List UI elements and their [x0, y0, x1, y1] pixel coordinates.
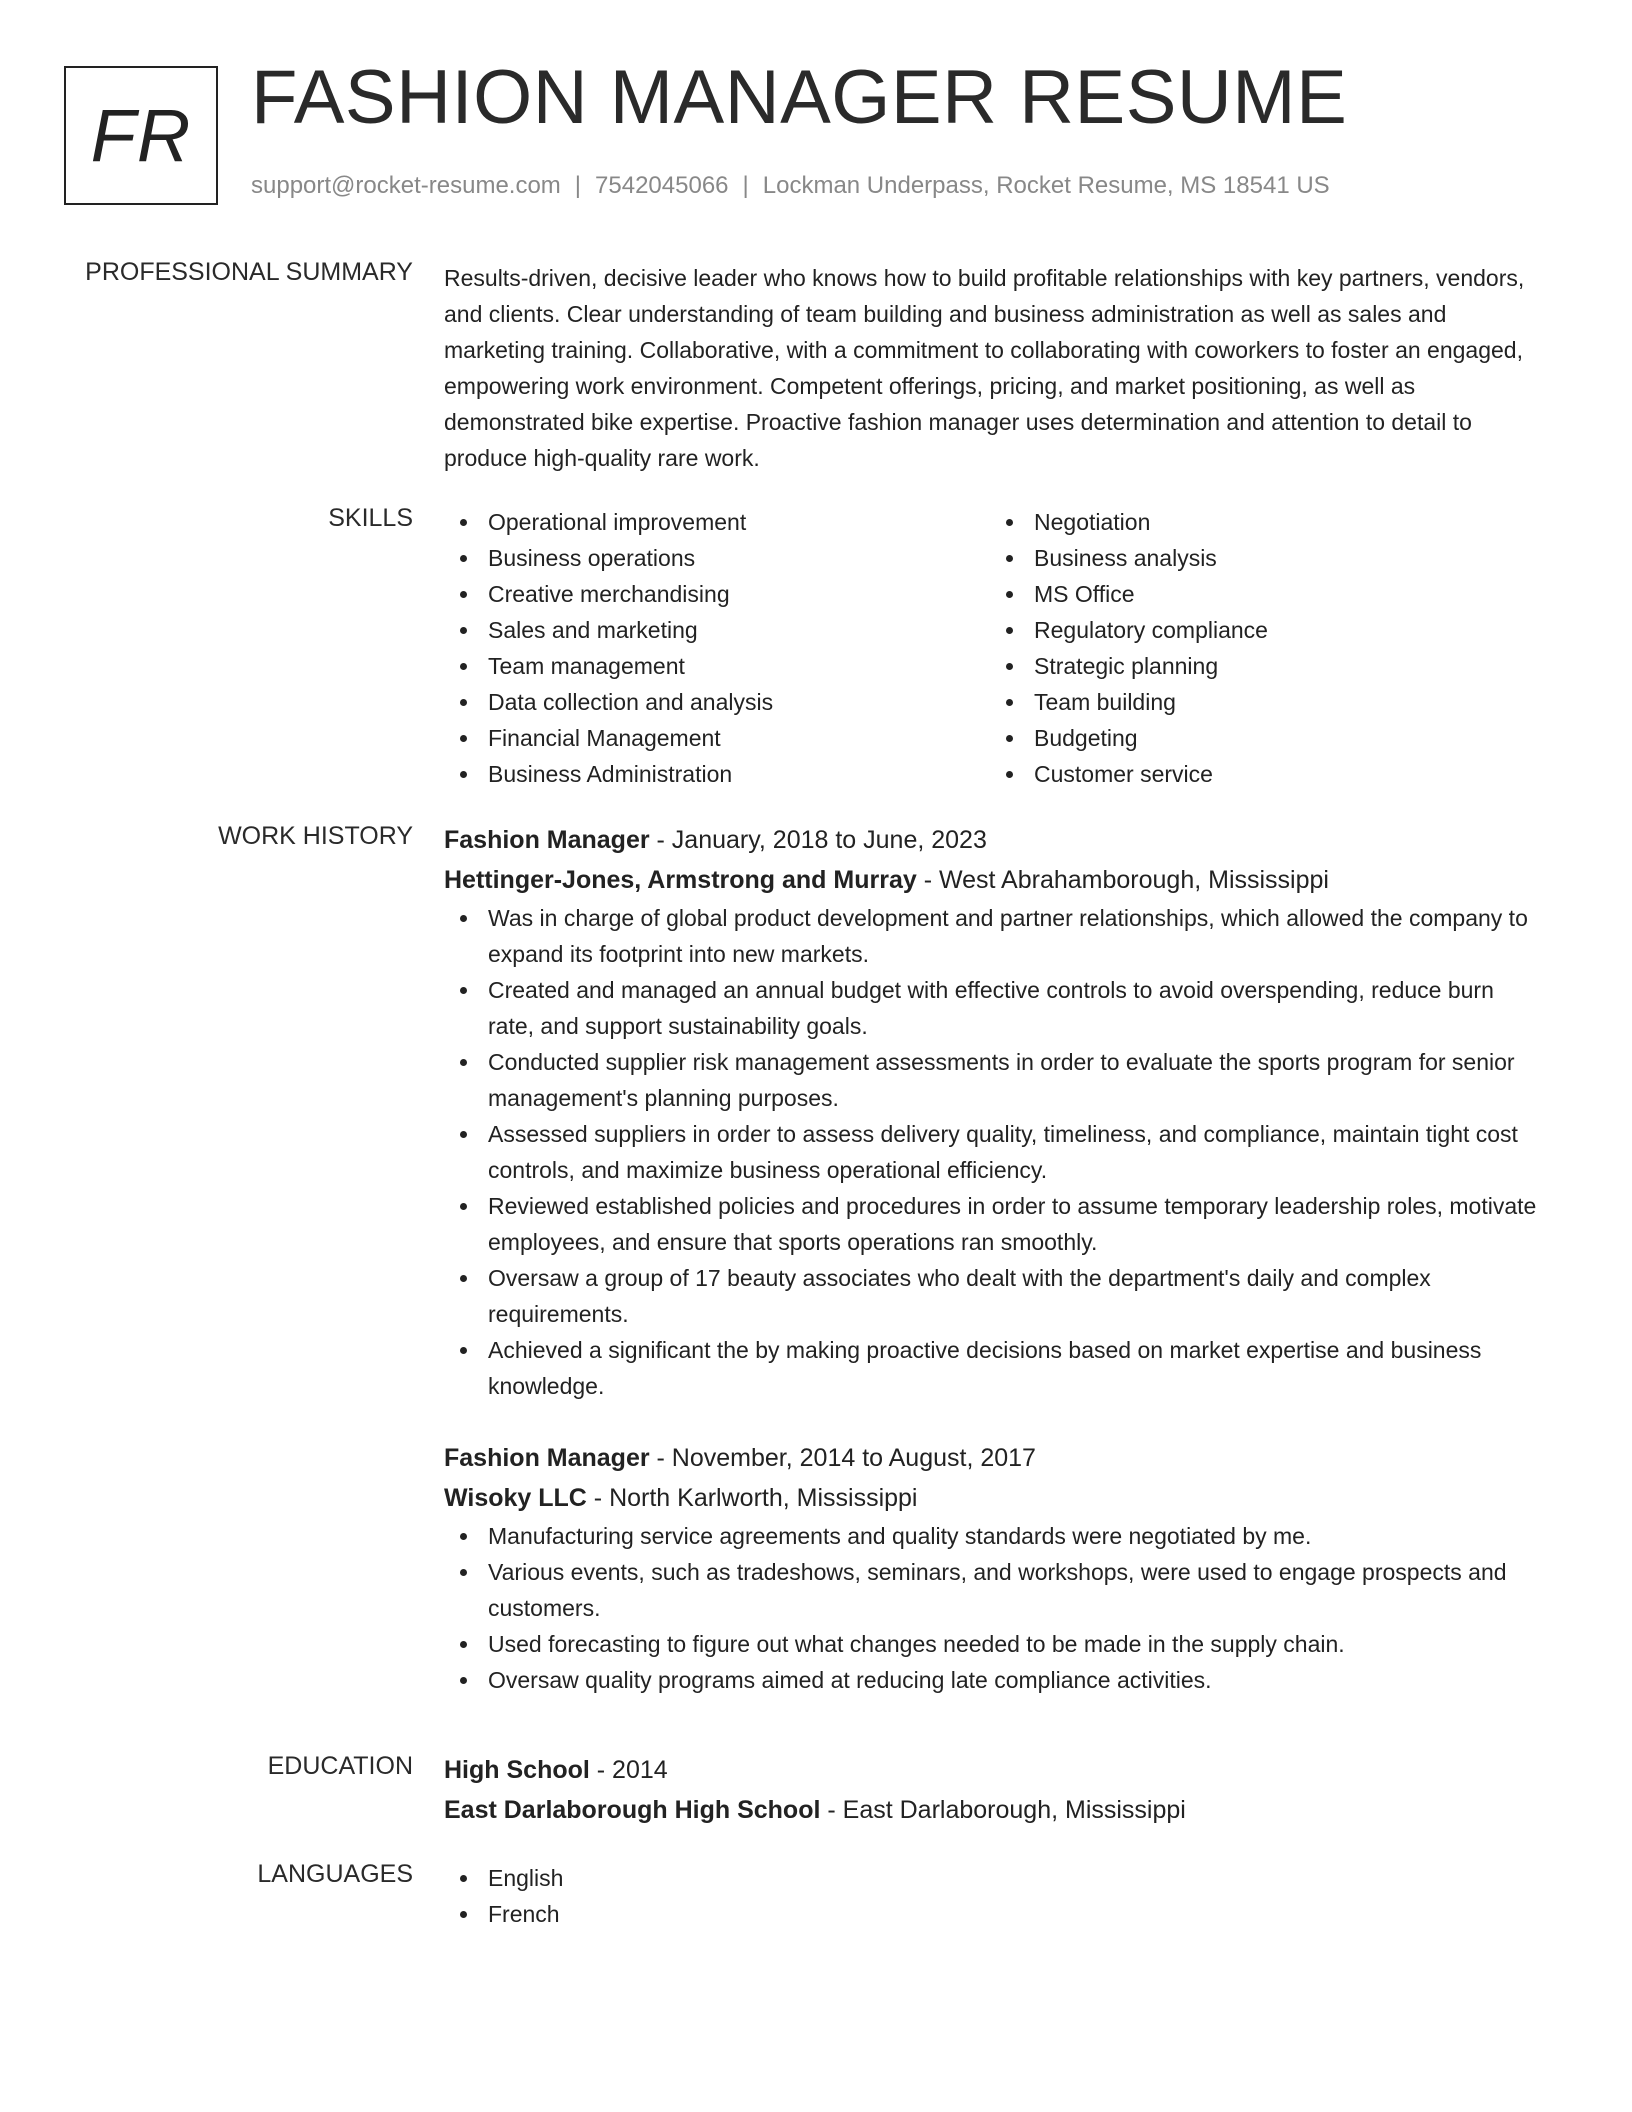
section-label-work: WORK HISTORY — [218, 822, 413, 850]
contact-line — [251, 172, 1330, 200]
section-label-education: EDUCATION — [267, 1752, 413, 1780]
list-item: Business operations — [444, 540, 990, 576]
summary-text: Results-driven, decisive leader who knows how to build profitable relationships with key partners, vendors, and clients. Clear understanding of team building and business administration as well as sales and marketing training. Collaborative, with a commitment to collaborating with coworkers to foster an engaged, empowering work environment. Competent offerings, pricing, and market positioning, as well as demonstrated bike expertise. Proactive fashion manager uses determination and attention to detail to produce high-quality rare work. — [444, 265, 1525, 471]
address: Lockman Underpass, Rocket Resume, MS 18541 US — [762, 172, 1330, 199]
education-body — [444, 1750, 1544, 1830]
list-item: Oversaw a group of 17 beauty associates who dealt with the department's daily and complex requirements. — [444, 1260, 1544, 1332]
list-item: French — [444, 1896, 1544, 1932]
list-item: Conducted supplier risk management assessments in order to evaluate the sports program for senior management's planning purposes. — [444, 1044, 1544, 1116]
job-dates: - January, 2018 to June, 2023 — [649, 826, 987, 854]
list-item: Team building — [990, 684, 1536, 720]
list-item: Manufacturing service agreements and quality standards were negotiated by me. — [444, 1518, 1544, 1554]
school-name: East Darlaborough High School — [444, 1796, 821, 1824]
graduation-year: - 2014 — [589, 1756, 668, 1784]
school-line — [444, 1790, 1544, 1830]
email[interactable]: support@rocket-resume.com — [251, 172, 561, 199]
separator: | — [574, 172, 582, 199]
list-item: MS Office — [990, 576, 1536, 612]
list-item: Customer service — [990, 756, 1536, 792]
job-title-line — [444, 820, 1544, 860]
separator: | — [742, 172, 749, 199]
job-dates: - November, 2014 to August, 2017 — [649, 1444, 1036, 1472]
list-item: Team management — [444, 648, 990, 684]
job-title: Fashion Manager — [444, 826, 650, 854]
list-item: Oversaw quality programs aimed at reducing late compliance activities. — [444, 1662, 1544, 1698]
list-item: Used forecasting to figure out what changes needed to be made in the supply chain. — [444, 1626, 1544, 1662]
list-item: Business analysis — [990, 540, 1536, 576]
list-item: Budgeting — [990, 720, 1536, 756]
list-item: Sales and marketing — [444, 612, 990, 648]
job-bullets — [444, 1518, 1544, 1698]
job-entry — [444, 820, 1544, 1404]
company-line — [444, 1478, 1544, 1518]
school-location: - East Darlaborough, Mississippi — [820, 1796, 1186, 1824]
company-name: Wisoky LLC — [444, 1484, 587, 1512]
list-item: Operational improvement — [444, 504, 990, 540]
job-title-line — [444, 1438, 1544, 1478]
company-name: Hettinger-Jones, Armstrong and Murray — [444, 866, 917, 894]
list-item: Negotiation — [990, 504, 1536, 540]
list-item: Strategic planning — [990, 648, 1536, 684]
list-item: Regulatory compliance — [990, 612, 1536, 648]
skills-list-right — [990, 504, 1536, 792]
job-entry — [444, 1438, 1544, 1698]
skills-body — [444, 504, 1544, 792]
degree: High School — [444, 1756, 590, 1784]
monogram: FR — [64, 66, 218, 205]
section-label-summary: PROFESSIONAL SUMMARY — [85, 258, 413, 286]
company-location: - North Karlworth, Mississippi — [586, 1484, 918, 1512]
resume-title: FASHION MANAGER RESUME — [251, 55, 1348, 140]
list-item: Was in charge of global product development and partner relationships, which allowed the company to expand its footprint into new markets. — [444, 900, 1544, 972]
section-label-skills: SKILLS — [328, 504, 413, 532]
summary-body — [444, 260, 1549, 476]
phone[interactable]: 7542045066 — [595, 172, 729, 199]
languages-list — [444, 1860, 1544, 1932]
list-item: Various events, such as tradeshows, seminars, and workshops, were used to engage prospects and customers. — [444, 1554, 1544, 1626]
list-item: Creative merchandising — [444, 576, 990, 612]
list-item: Reviewed established policies and procedures in order to assume temporary leadership roles, motivate employees, and ensure that sports operations ran smoothly. — [444, 1188, 1544, 1260]
list-item: English — [444, 1860, 1544, 1896]
list-item: Business Administration — [444, 756, 990, 792]
degree-line — [444, 1750, 1544, 1790]
languages-body — [444, 1860, 1544, 1932]
company-line — [444, 860, 1544, 900]
skills-list-left — [444, 504, 990, 792]
company-location: - West Abrahamborough, Mississippi — [916, 866, 1329, 894]
job-title: Fashion Manager — [444, 1444, 650, 1472]
list-item: Data collection and analysis — [444, 684, 990, 720]
job-bullets — [444, 900, 1544, 1404]
list-item: Achieved a significant the by making proactive decisions based on market expertise and business knowledge. — [444, 1332, 1544, 1404]
list-item: Created and managed an annual budget with effective controls to avoid overspending, reduce burn rate, and support sustainability goals. — [444, 972, 1544, 1044]
list-item: Financial Management — [444, 720, 990, 756]
section-label-languages: LANGUAGES — [257, 1860, 413, 1888]
list-item: Assessed suppliers in order to assess delivery quality, timeliness, and compliance, maintain tight cost controls, and maximize business operational efficiency. — [444, 1116, 1544, 1188]
work-body — [444, 820, 1544, 1698]
